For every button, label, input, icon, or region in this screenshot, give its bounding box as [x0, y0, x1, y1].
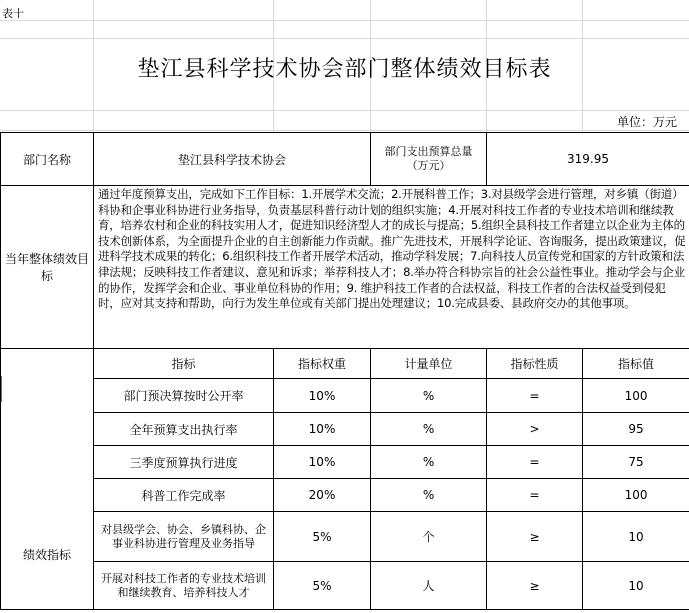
table-row — [1, 446, 689, 479]
row-weight[interactable]: 5% — [274, 512, 371, 562]
row-nature[interactable]: ≥ — [487, 562, 583, 610]
row-weight[interactable]: 10% — [274, 446, 371, 479]
row-indicator[interactable]: 部门预决算按时公开率 — [94, 379, 274, 413]
header-value[interactable]: 指标值 — [583, 349, 689, 379]
indicator-header-row — [1, 349, 689, 379]
performance-table — [0, 132, 689, 610]
row-weight[interactable]: 10% — [274, 413, 371, 446]
table-row — [1, 479, 689, 512]
row-indicator[interactable]: 全年预算支出执行率 — [94, 413, 274, 446]
annual-goal-text[interactable]: 通过年度预算支出，完成如下工作目标：1.开展学术交流；2.开展科普工作；3.对县级学会进行管理，对乡镇（街道）科协和企事业科协进行业务指导，负责基层科普行动计划的组织实施；4.开展对科技工作者的专业技术培训和继续教育，培养农村和企业的科技实用人才，促进知识经济型人才的成长与提高；5.组织全县科技工作者建立以企业为主体的技术创新体系，为全面提升企业的自主创新能力作贡献。推广先进技术，开展科学论证、咨询服务，提出政策建议，促进科学技术成果的转化；6.组织科技工作者开展学术活动，推动学科发展；7.向科技人员宣传党和国家的方针政策和法律法规；反映科技工作者建议、意见和诉求；举荐科技人才；8.举办符合科协宗旨的社会公益性事业。推动学会与企业的协作，发挥学会和企业、事业单位科协的作用；9. 维护科技工作者的合法权益，科技工作者的合法权益受到侵犯时，应对其支持和帮助，向行为发生单位或有关部门提出处理建议；10.完成县委、县政府交办的其他事项。 — [94, 186, 689, 349]
header-indicator[interactable]: 指标 — [94, 349, 274, 379]
row-unit[interactable]: % — [371, 446, 487, 479]
row-value[interactable]: 100 — [583, 479, 689, 512]
dept-name-label[interactable]: 部门名称 — [1, 133, 94, 186]
row-nature[interactable]: = — [487, 379, 583, 413]
header-nature[interactable]: 指标性质 — [487, 349, 583, 379]
header-unit[interactable]: 计量单位 — [371, 349, 487, 379]
table-row — [1, 562, 689, 610]
row-unit[interactable]: % — [371, 479, 487, 512]
row-indicator[interactable]: 三季度预算执行进度 — [94, 446, 274, 479]
row-indicator[interactable]: 科普工作完成率 — [94, 479, 274, 512]
row-nature[interactable]: = — [487, 479, 583, 512]
row-value[interactable]: 95 — [583, 413, 689, 446]
row-nature[interactable]: ≥ — [487, 512, 583, 562]
row-unit[interactable]: % — [371, 413, 487, 446]
unit-label: 单位：万元 — [616, 115, 677, 129]
row-value[interactable]: 75 — [583, 446, 689, 479]
dept-name-value[interactable]: 垫江县科学技术协会 — [94, 133, 371, 186]
row-value[interactable]: 10 — [583, 562, 689, 610]
table-row — [1, 413, 689, 446]
annual-goal-label[interactable]: 当年整体绩效目标 — [1, 186, 94, 349]
row-unit[interactable]: % — [371, 379, 487, 413]
row-value[interactable]: 10 — [583, 512, 689, 562]
row-weight[interactable]: 5% — [274, 562, 371, 610]
row-indicator[interactable]: 开展对科技工作者的专业技术培训和继续教育、培养科技人才 — [94, 562, 274, 610]
row-nature[interactable]: = — [487, 446, 583, 479]
row-weight[interactable]: 20% — [274, 479, 371, 512]
budget-label[interactable]: 部门支出预算总量（万元） — [371, 133, 487, 186]
row-weight[interactable]: 10% — [274, 379, 371, 413]
sheet-label: 表十 — [2, 7, 24, 20]
row-unit[interactable]: 个 — [371, 512, 487, 562]
row-nature[interactable]: > — [487, 413, 583, 446]
annual-goal-row — [1, 186, 689, 349]
row-unit[interactable]: 人 — [371, 562, 487, 610]
page-title: 垫江县科学技术协会部门整体绩效目标表 — [137, 57, 552, 82]
budget-value[interactable]: 319.95 — [487, 133, 689, 186]
row-indicator[interactable]: 对县级学会、协会、乡镇科协、企事业科协进行管理及业务指导 — [94, 512, 274, 562]
table-row — [1, 512, 689, 562]
header-weight[interactable]: 指标权重 — [274, 349, 371, 379]
dept-row — [1, 133, 689, 186]
row-value[interactable]: 100 — [583, 379, 689, 413]
table-row — [1, 379, 689, 413]
indicator-section-label[interactable]: 绩效指标 — [1, 349, 94, 610]
